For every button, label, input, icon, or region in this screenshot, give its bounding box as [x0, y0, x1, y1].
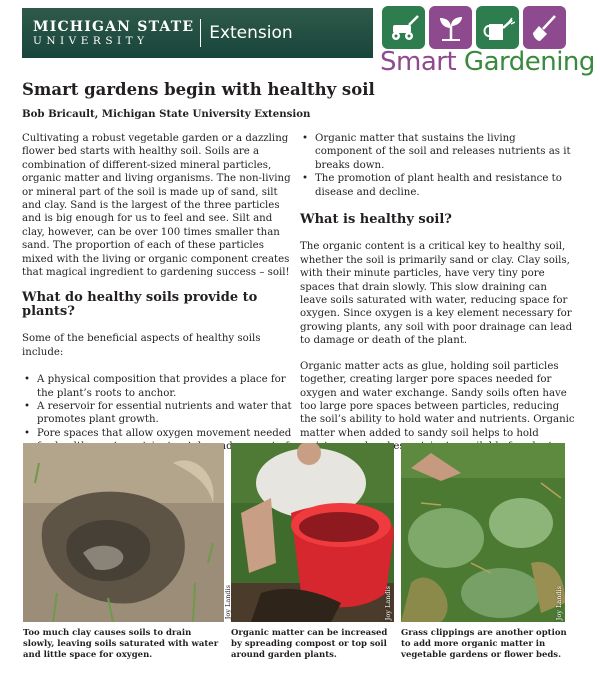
column-left [22, 132, 293, 477]
smart-gardening-icons [382, 6, 566, 49]
photo-grass-clippings [401, 443, 565, 622]
list-item: • The promotion of plant health and resistance to disease and decline. [300, 172, 575, 199]
article-byline: Bob Bricault, Michigan State University Extension [22, 108, 311, 120]
photo-credit: Joy Landis [224, 585, 232, 620]
photo-credit: Joy Landis [384, 585, 392, 620]
msu-extension-logo [22, 8, 373, 58]
smart-gardening-title [380, 47, 595, 77]
intro-paragraph: Cultivating a robust vegetable garden or a dazzling flower bed starts with healthy soil. Soils are a combination of different-sized mineral particles, organic matter and living organisms. The non-living or mineral part of the soil is made up of sand, silt and clay. Sand is the largest of the three particles and is big enough for us to feel and see. Silt and clay, however, can be over 100 times smaller than sand. The proportion of each of these particles mixed with the living or organic component creates that magical ingredient to gardening success – soil! [22, 133, 291, 279]
seedling-icon [429, 6, 472, 49]
msu-wordmark [22, 20, 194, 47]
smart-word: Smart [380, 47, 457, 77]
lawn-mower-icon [382, 6, 425, 49]
list-item: • A physical composition that provides a place for the plant’s roots to anchor. [22, 373, 293, 400]
list-item: • A reservoir for essential nutrients and water that promotes plant growth. [22, 400, 293, 427]
msu-line1: MICHIGAN STATE [33, 18, 195, 35]
caption-photo-1: Too much clay causes soils to drain slowly, leaving soils saturated with water and little space for oxygen. [23, 628, 219, 660]
photo-clay-soil [23, 443, 224, 622]
section1-lead: Some of the beneficial aspects of healthy soils include: [22, 333, 261, 358]
photo-credit: Joy Landis [555, 585, 563, 620]
watering-can-icon [476, 6, 519, 49]
msu-line2: UNIVERSITY [33, 34, 149, 47]
extension-label: Extension [209, 23, 293, 43]
section2-heading: What is healthy soil? [300, 212, 452, 228]
section2-paragraph-2: Organic matter acts as glue, holding soil particles together, creating larger pore spaces needed for oxygen and water exchange. Sandy soils often have too large pore spaces between particles, reducing the soil’s ability to hold water and nutrients. Organic matter when added to sandy soil helps to hold [300, 360, 575, 439]
article-title: Smart gardens begin with healthy soil [22, 80, 375, 99]
section1-heading: What do healthy soils provide to plants? [22, 290, 258, 319]
logo-divider [200, 19, 201, 47]
broom-icon [523, 6, 566, 49]
caption-photo-3: Grass clippings are another option to add more organic matter in vegetable gardens or flower beds. [401, 628, 567, 660]
list-item: • Organic matter that sustains the living component of the soil and releases nutrients as it breaks down. [300, 132, 575, 172]
list-item: • Pore spaces that allow oxygen movement needed [22, 427, 293, 467]
gardening-word: Gardening [463, 47, 595, 77]
benefits-list-2 [300, 132, 575, 199]
column-right [300, 132, 575, 479]
photo-compost [231, 443, 394, 622]
section2-paragraph-1: The organic content is a critical key to healthy soil, whether the soil is primarily sand or clay. Clay soils, with their minute particles, have very tiny pore spaces that drain slowly. This slow draining can leave soils saturated with water, reducing space for oxygen. Since oxygen is a key element necessary for growing plants, any soil with poor drainage can lead to damage or death of the plant. [300, 241, 573, 347]
caption-photo-2: Organic matter can be increased by spreading compost or top soil around garden plants. [231, 628, 388, 660]
